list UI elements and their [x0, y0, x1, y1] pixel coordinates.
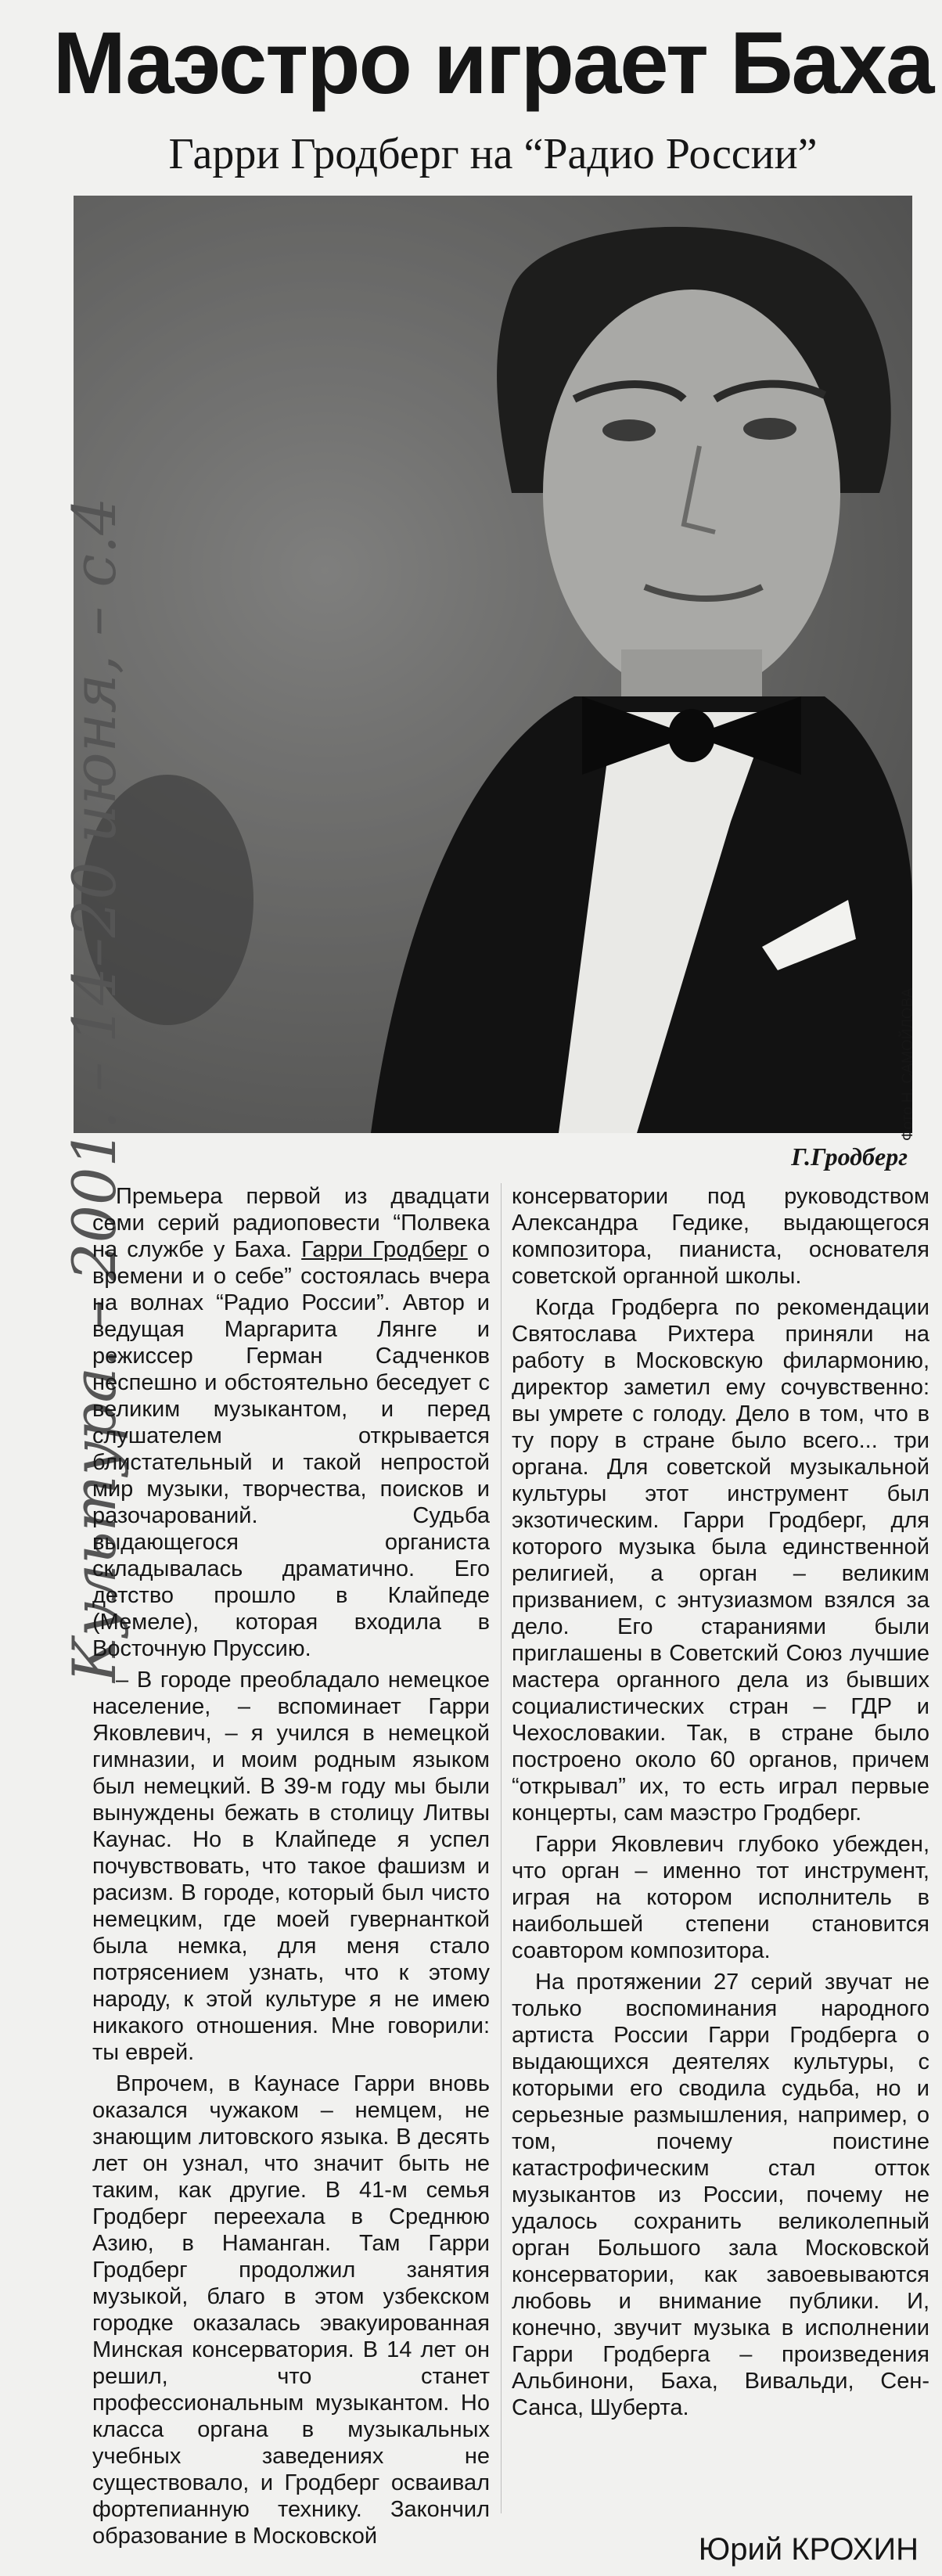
- portrait-illustration: [74, 196, 912, 1133]
- article-headline: Маэстро играет Баха: [52, 14, 933, 112]
- text-span: о времени и о себе” состоялась вчера на волнах “Радио России”. Автор и ведущая Маргарита Лянге и режиссер Герман Садченков неспешно и обстоятельно беседует с великим музыкантом, и перед слушателем открывается блистательный и такой непростой мир музыки, творчества, поисков и разочарований. Судьба выдающегося органиста складывалась драматично. Его детство прошло в Клайпеде (Мемеле), которая входила в Восточную Пруссию.: [92, 1237, 491, 1661]
- paragraph: Когда Гродберга по рекомендации Святослава Рихтера приняли на работу в Московскую филармонию, директор заметил ему сочувственно: вы умрете с голоду. Дело в том, что в ту пору в стране было всего... три органа. Для советской музыкальной культуры этот инструмент был экзотическим. Гарри Гродберг, для которого музыка была единственной религией, а орган – великим призванием, с энтузиазмом взялся за дело. Его стараниями были приглашены в Советский Союз лучшие мастера органного дела из бывших социалистических стран – ГДР и Чехословакии. Так, в стране было построено около 60 органов, причем “открывал” их, то есть играл первые концерты, сам маэстро Гродберг.: [512, 1295, 929, 1826]
- article-column-left: [92, 1183, 490, 2554]
- column-divider: [501, 1183, 502, 2513]
- paragraph: На протяжении 27 серий звучат не только воспоминания народного артиста России Гарри Гродберга о выдающихся деятелях культуры, с которыми его сводила судьба, но и серьезные размышления, например, о том, почему поистине катастрофическим стал отток музыкантов из России, почему не удалось сохранить великолепный орган Большого зала Московской консерватории, как завоевываются любовь и внимание публики. И, конечно, звучит музыка в исполнении Гарри Гродберга – произведения Альбинони, Баха, Вивальди, Сен-Санса, Шуберта.: [512, 1970, 929, 2420]
- handwritten-annotation: Культура. – 2001. – 14–20 июня, – с.4: [59, 497, 129, 1682]
- paragraph: Впрочем, в Каунасе Гарри вновь оказался чужаком – немцем, не знающим литовского языка. В десять лет он узнал, что значит быть не таким, как другие. В 41-м семья Гродберг переехала в Среднюю Азию, в Наманган. Там Гарри Гродберг продолжил занятия музыкой, благо в этом узбекском городке оказалась эвакуированная Минская консерватория. В 14 лет он решил, что станет профессиональным музыкантом. Но класса органа в музыкальных учебных заведениях не существовало, и Гродберг осваивал фортепианную технику. Закончил образование в Московской: [92, 2071, 490, 2549]
- paragraph: – В городе преобладало немецкое население, – вспоминает Гарри Яковлевич, – я учился в немецкой гимназии, и моим родным языком был немецкий. В 39-м году мы были вынуждены бежать в столицу Литвы Каунас. Но в Клайпеде я успел почувствовать, что такое фашизм и расизм. В городе, который был чисто немецким, где моей гувернанткой была немка, для меня стало потрясением узнать, что к этому народу, к этой культуре я не имею никакого отношения. Мне говорили: ты еврей.: [92, 1668, 490, 2065]
- photo-caption: Г.Гродберг: [791, 1142, 908, 1171]
- paragraph: [92, 1183, 490, 1662]
- article-column-right: [512, 1183, 929, 2426]
- name-link: Гарри Гродберг: [301, 1237, 468, 1262]
- photo-credit: Фото Н. САМОЙЛОВА: [900, 988, 916, 1141]
- paragraph: консерватории под руководством Александра Гедике, выдающегося композитора, пианиста, основателя советской органной школы.: [512, 1184, 929, 1289]
- author-byline: Юрий КРОХИН: [698, 2532, 919, 2567]
- article-subheadline: Гарри Гродберг на “Радио России”: [168, 130, 818, 178]
- paragraph: Гарри Яковлевич глубоко убежден, что орган – именно тот инструмент, играя на котором исполнитель в наибольшей степени становится соавтором композитора.: [512, 1832, 929, 1963]
- text-span: Премьера первой из двадцати семи серий радиоповести “Полвека на службе у Баха.: [92, 1184, 490, 1262]
- portrait-photo: [74, 196, 912, 1133]
